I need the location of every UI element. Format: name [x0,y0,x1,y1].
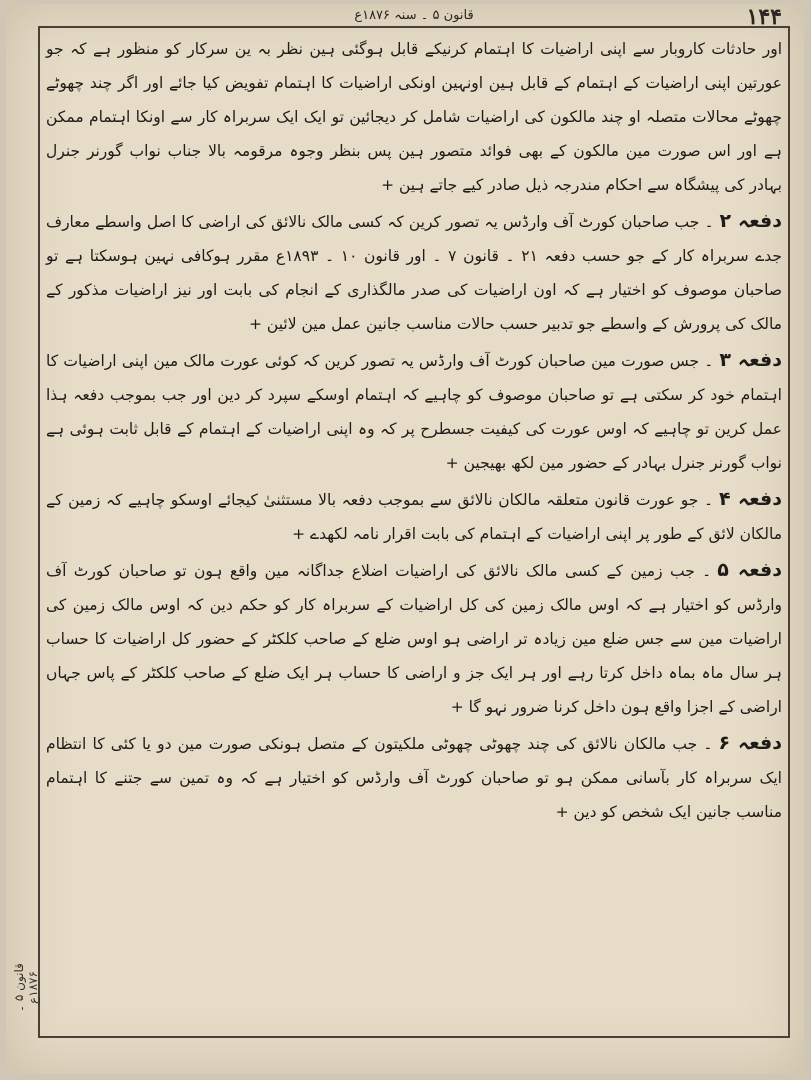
paragraph-section-5 [46,553,782,724]
section-label: دفعہ ۴ [719,488,782,510]
paragraph-text: ۔ جب صاحبان کورٹ آف وارڈس یہ تصور کرین کہ کسی مالک نالائق کی اراضی کا اصل واسطے معارف جدے سربراہ کار کے جو حسب دفعہ ۲۱ ۔ قانون ۷ ۔ اور قانون ۱۰ ۔ ۱۸۹۳ع مقرر ہوکافی نہین ہوسکتا ہے تو صاحبان موصوف کو اختیار ہے کہ اون اراضیات کی صدر مالگذاری کے انجام کی بابت اور نیز اراضیات مذکور کے مالک کی پرورش کے واسطے جو تدبیر حسب حالات مناسب جانین عمل مین لائین + [46,213,783,333]
document-body [46,32,782,829]
paragraph-section-2 [46,204,782,341]
paragraph-text: ۔ جس صورت مین صاحبان کورٹ آف وارڈس یہ تصور کرین کہ کوئی عورت مالک مین اپنی اراضیات کا اہتمام خود کر سکتی ہے تو صاحبان موصوف کو چاہیے کہ اہتمام اوسکے سپرد کر دین اور جب بموجب دفعہ ہذا عمل کرین تو چاہیے کہ اوس عورت کی کیفیت جسطرح پر کہ وہ اپنی اراضیات کے اہتمام کے قابل ثابت ہوئی ہے نواب گورنر جنرل بہادر کے حضور مین لکھ بھیجین + [46,352,782,472]
paragraph-section-6 [46,726,782,829]
section-label: دفعہ ۵ [717,559,782,581]
paragraph-preamble [46,32,782,202]
running-head: قانون ۵ ۔ سنہ ۱۸۷۶ع [354,8,474,23]
section-label: دفعہ ۲ [719,210,782,232]
section-label: دفعہ ۶ [718,732,782,754]
paragraph-section-3 [46,343,782,480]
document-page [6,4,804,1074]
paragraph-text: اور حادثات کاروبار سے اپنی اراضیات کا اہتمام کرنیکے قابل ہوگئی ہین نظر بہ ین سرکار کو منظور ہے کہ جو عورتین اپنی اراضیات کے اہتمام کے قابل ہین اونہین اونکی اراضیات کا اہتمام تفویض کیا جائے اور اگر چند چھوٹے چھوٹے محالات متصلہ او چند مالکون کی اراضیات شامل کر دیجائین تو ایک ایک سربراہ کار سے اونکا اہتمام ممکن ہے اور اس صورت مین مالکون کے بھی فوائد متصور ہین پس بنظر وجوہ مرقومہ بالا جناب نواب گورنر جنرل بہادر کی پیشگاہ سے احکام مندرجہ ذیل صادر کیے جاتے ہین + [46,40,782,194]
page-header [38,4,790,30]
paragraph-section-4 [46,482,782,551]
page-number: ۱۴۴ [746,4,782,30]
paragraph-text: ۔ جو عورت قانون متعلقہ مالکان نالائق سے بموجب دفعہ بالا مستثنیٰ کیجائے اوسکو چاہیے کہ زمین کے مالکان لائق کے طور پر اپنی اراضیات کے اہتمام کی بابت اقرار نامہ لکھدے + [46,491,782,543]
margin-note: قانون ۵ ۔ ۱۸۷۶ع [12,963,40,1013]
paragraph-text: ۔ جب زمین کے کسی مالک نالائق کی اراضیات اضلاع جداگانہ مین واقع ہون تو صاحبان کورٹ آف وارڈس کو اختیار ہے کہ اوس مالک زمین کی کل اراضیات کے سربراہ کار کو حکم دین کہ اوس مالک زمین کی اراضیات مین سے جس ضلع مین زیادہ تر اراضی ہو اوس ضلع کے صاحب کلکٹر کے حضور کل اراضیات کا حساب ہر سال ماہ بماہ داخل کرتا رہے اور ہر ایک جز و اراضی کا حساب ہر ایک ضلع کے صاحب کلکٹر کے پاس جہاں اراضی کے اجزا واقع ہون داخل کرنا ضرور نہو گا + [46,562,782,716]
section-label: دفعہ ۳ [719,349,782,371]
paragraph-text: ۔ جب مالکان نالائق کی چند چھوٹی چھوٹی ملکیتون کے متصل ہونکی صورت مین دو یا کئی کا انتظام ایک سربراہ کار بآسانی ممکن ہو تو صاحبان کورٹ آف وارڈس کو اختیار ہے کہ وہ تمین سے جتنے کا اہتمام مناسب جانین ایک شخص کو دین + [46,735,782,821]
